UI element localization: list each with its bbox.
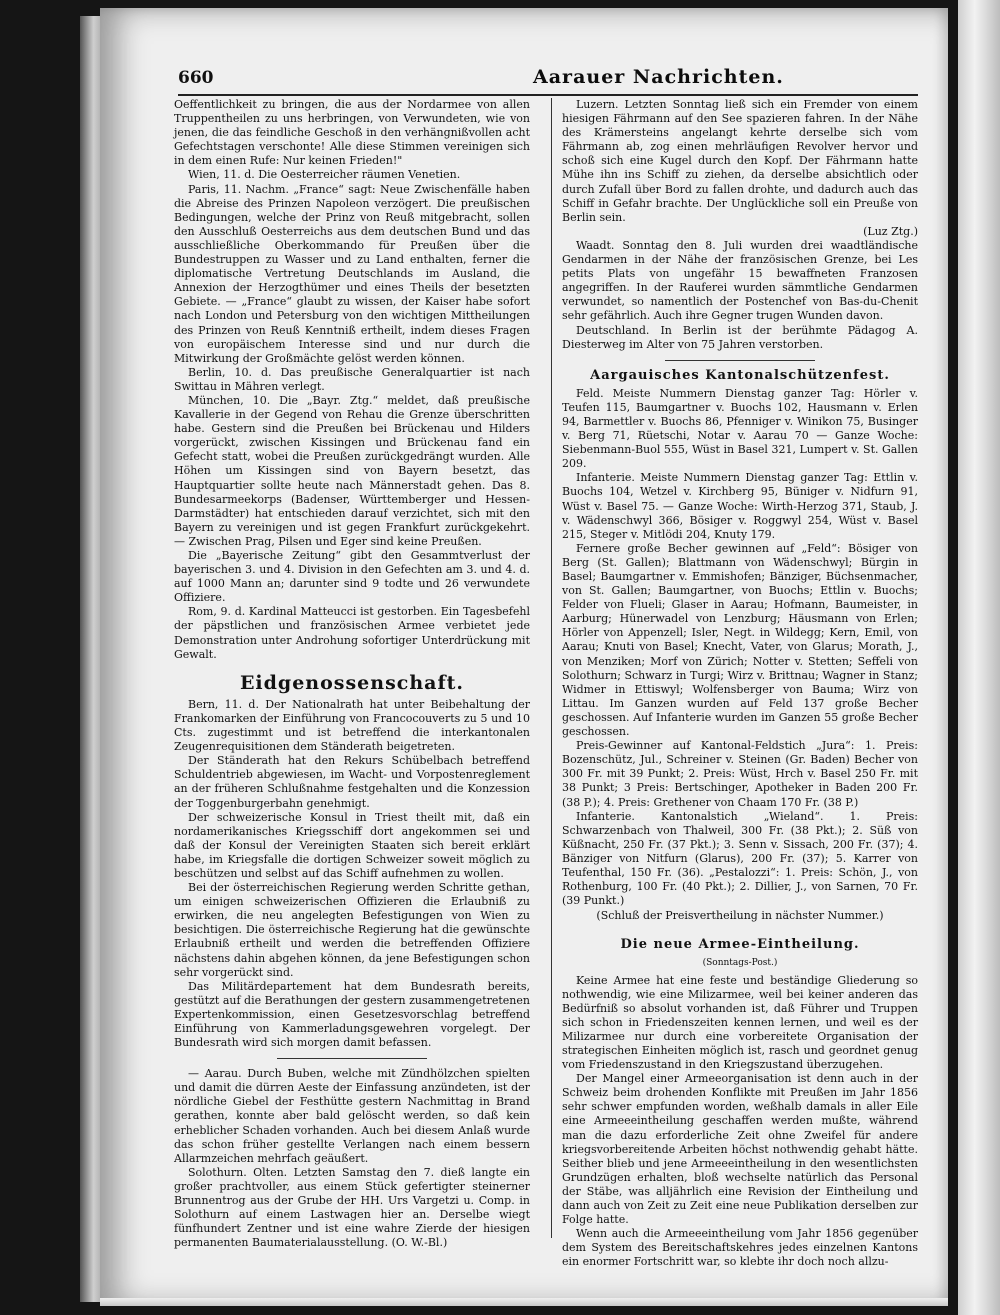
section-heading: Die neue Armee-Eintheilung. bbox=[620, 937, 860, 953]
article-paragraph: Oeffentlichkeit zu bringen, die aus der Nordarmee von allen Truppentheilen zu uns herbringen, von Verwundeten, wie von jenen, die das feindliche Geschoß in den verhängnißvollen acht Gefechtstagen verschonte! Alle diese Stimmen vereinigen sich in dem einen Rufe: Nur keinen Frieden!" bbox=[174, 98, 530, 168]
article-paragraph: Preis-Gewinner auf Kantonal-Feldstich „Jura“: 1. Preis: Bozenschütz, Jul., Schreiner v. Steinen (Gr. Baden) Becher von 300 Fr. mit 39 Punkt; 2. Preis: Wüst, Hrch v. Basel 250 Fr. mit 38 Punkt; 3 Preis: Bertschinger, Apotheker in Baden 200 Fr. (38 P.); 4. Preis: Grethener von Chaam 170 Fr. (38 P.) bbox=[562, 739, 918, 809]
article-paragraph: Wien, 11. d. Die Oesterreicher räumen Venetien. bbox=[188, 168, 461, 182]
article-paragraph: Rom, 9. d. Kardinal Matteucci ist gestorben. Ein Tagesbefehl der päpstlichen und französischen Armee verbietet jede Demonstration unter Androhung sofortiger Unterdrückung mit Gewalt. bbox=[174, 605, 530, 661]
article-paragraph: Der Mangel einer Armeeorganisation ist denn auch in der Schweiz beim drohenden Konflikte mit Preußen im Jahr 1856 sehr schwer empfunden worden, weßhalb damals in aller Eile eine Armeeeintheilung geschaffen werden mußte, während man die dazu erforderliche Zeit ohne Zweifel für andere kriegsvorbereitende Arbeiten höchst nothwendig gehabt hätte. Seither blieb und jene Armeeeintheilung in den wesentlichsten Grundzügen erhalten, bloß wechselte natürlich das Personal der Stäbe, was alljährlich eine Revision der Eintheilung und dann auch von Zeit zu Zeit eine neue Publikation derselben zur Folge hatte. bbox=[562, 1072, 918, 1227]
article-paragraph: Bern, 11. d. Der Nationalrath hat unter Beibehaltung der Frankomarken der Einführung von Francocouverts zu 5 und 10 Cts. zugestimmt und ist betreffend die interkantonalen Zeugenrequisitionen dem Ständerath beigetreten. bbox=[174, 697, 530, 754]
spacer bbox=[562, 924, 918, 930]
newspaper-page bbox=[100, 8, 948, 1306]
source-attribution: (Luz Ztg.) bbox=[863, 224, 918, 238]
section-divider bbox=[277, 1058, 427, 1059]
section-source: (Sonntags-Post.) bbox=[702, 958, 778, 969]
left-column bbox=[174, 98, 530, 1250]
article-paragraph: Wenn auch die Armeeeintheilung vom Jahr 1856 gegenüber dem System des Bereitschaftskehres jedes einzelnen Kantons ein enormer Fortschritt war, so klebte ihr doch noch allzu- bbox=[562, 1227, 918, 1269]
right-column bbox=[562, 98, 918, 1270]
page-number: 660 bbox=[178, 68, 214, 88]
article-paragraph: Paris, 11. Nachm. „France“ sagt: Neue Zwischenfälle haben die Abreise des Prinzen Napoleon verzögert. Die preußischen Bedingungen, welche der Prinz von Reuß mitgebracht, sollen den Ausschluß Oesterreichs aus dem deutschen Bund und das ausschließliche Oberkommando für Preußen über die Bundestruppen zu Wasser und zu Land enthalten, ferner die diplomatische Vertretung Deutschlands im Ausland, die Annexion der Herzogthümer und eines Theils der besetzten Gebiete. — „France“ glaubt zu wissen, der Kaiser habe sofort nach London und Petersburg von den wichtigen Mittheilungen des Prinzen von Reuß Kenntniß ertheilt, indem dieses Fragen von europäischem Interesse sind und nur durch die Mitwirkung der Großmächte gelöst werden können. bbox=[174, 182, 530, 365]
header-rule bbox=[178, 94, 918, 96]
article-paragraph: Luzern. Letzten Sonntag ließ sich ein Fremder von einem hiesigen Fährmann auf den See spazieren fahren. In der Nähe des Krämersteins angelangt kehrte derselbe sich vom Fährmann ab, zog einen mehrläufigen Revolver hervor und schoß sich eine Kugel durch den Kopf. Der Fährmann hatte Mühe ihn ins Schiff zu ziehen, da derselbe absichtlich oder durch Zufall über Bord zu fallen drohte, und dadurch auch das Schiff in Gefahr brachte. Der Unglückliche soll ein Preuße von Berlin sein. bbox=[562, 98, 918, 224]
next-page-edge bbox=[958, 0, 1000, 1315]
article-paragraph: Deutschland. In Berlin ist der berühmte Pädagog A. Diesterweg im Alter von 75 Jahren verstorben. bbox=[562, 323, 918, 351]
section-heading: Eidgenossenschaft. bbox=[239, 671, 465, 694]
column-separator bbox=[551, 98, 552, 1238]
article-paragraph: Waadt. Sonntag den 8. Juli wurden drei waadtländische Gendarmen in der Nähe der französischen Grenze, bei Les petits Plats von ungefähr 15 bewaffneten Franzosen angegriffen. In der Rauferei wurden sämmtliche Gendarmen verwundet, so namentlich der Postenchef von Bas-du-Chenit sehr gefährlich. Auch ihre Gegner trugen Wunden davon. bbox=[562, 238, 918, 323]
article-paragraph: Der Ständerath hat den Rekurs Schübelbach betreffend Schuldentrieb abgewiesen, im Wacht- und Vorpostenreglement an der früheren Schlußnahme festgehalten und die Konzession der Toggenburgerbahn genehmigt. bbox=[174, 754, 530, 810]
article-paragraph: Berlin, 10. d. Das preußische Generalquartier ist nach Swittau in Mähren verlegt. bbox=[174, 365, 530, 393]
article-paragraph: Die „Bayerische Zeitung“ gibt den Gesammtverlust der bayerischen 3. und 4. Division in den Gefechten am 3. und 4. d. auf 1000 Mann an; darunter sind 9 todte und 26 verwundete Offiziere. bbox=[174, 549, 530, 605]
article-paragraph: München, 10. Die „Bayr. Ztg.“ meldet, daß preußische Kavallerie in der Gegend von Rehau die Grenze überschritten habe. Gestern sind die Preußen bei Brückenau und Hilders vorgerückt, zwischen Kissingen und Brückenau fand ein Gefecht statt, wobei die Preußen zurückgedrängt wurden. Alle Höhen um Kissingen sind von Bayern besetzt, das Hauptquartier sollte heute nach Männerstadt gehen. Das 8. Bundesarmeekorps (Badenser, Württemberger und Hessen-Darmstädter) hat entschieden darauf verzichtet, sich mit den Bayern zu vereinigen und ist gegen Frankfurt zurückgekehrt. — Zwischen Prag, Pilsen und Eger sind keine Preußen. bbox=[174, 393, 530, 548]
page-header bbox=[178, 68, 918, 92]
page-bottom-edge bbox=[100, 1298, 948, 1306]
article-paragraph: Infanterie. Meiste Nummern Dienstag ganzer Tag: Ettlin v. Buochs 104, Wetzel v. Kirchberg 95, Büniger v. Nidfurn 91, Wüst v. Basel 75. — Ganze Woche: Wirth-Herzog 371, Staub, J. v. Wädenschwyl 366, Bösiger v. Roggwyl 254, Wüst v. Basel 215, Steger v. Mitlödi 204, Knuty 179. bbox=[562, 471, 918, 541]
article-paragraph: Das Militärdepartement hat dem Bundesrath bereits, gestützt auf die Berathungen der gestern zusammengetretenen Expertenkommission, einen Gesetzesvorschlag betreffend Einführung von Kammerladungsgewehren vorgelegt. Der Bundesrath wird sich morgen damit befassen. bbox=[174, 979, 530, 1050]
section-heading: Aargauisches Kantonalschützenfest. bbox=[590, 367, 890, 383]
article-paragraph: — Aarau. Durch Buben, welche mit Zündhölzchen spielten und damit die dürren Aeste der Einfassung anzündeten, ist der nördliche Giebel der Festhütte gestern Nachmittag in Brand gerathen, konnte aber bald gelöscht werden, so daß kein erheblicher Schaden vorhanden. Auch bei diesem Anlaß wurde das schon früher gestellte Verlangen nach einem bessern Allarmzeichen mehrfach geäußert. bbox=[174, 1067, 530, 1165]
article-paragraph: Bei der österreichischen Regierung werden Schritte gethan, um einigen schweizerischen Offizieren die Erlaubniß zu erwirken, die neu angelegten Befestigungen von Wien zu besichtigen. Die österreichische Regierung hat die gewünschte Erlaubniß ertheilt und werden die betreffenden Offiziere nächstens dahin abgehen können, da jene Befestigungen schon sehr vorgerückt sind. bbox=[174, 881, 530, 979]
article-paragraph: Solothurn. Olten. Letzten Samstag den 7. dieß langte ein großer prachtvoller, aus einem Stück gefertigter steinerner Brunnentrog aus der Grube der HH. Urs Vargetzi u. Comp. in Solothurn auf einem Lastwagen hier an. Derselbe wiegt fünfhundert Zentner und ist eine wahre Zierde der hiesigen permanenten Baumaterialausstellung. (O. W.-Bl.) bbox=[174, 1165, 530, 1250]
article-paragraph: Der schweizerische Konsul in Triest theilt mit, daß ein nordamerikanisches Kriegsschiff dort angekommen sei und daß der Konsul der Vereinigten Staaten sich bereit erklärt habe, im Kriegsfalle die dortigen Schweizer soweit möglich zu beschützen und selbst auf das Schiff aufnehmen zu wollen. bbox=[174, 810, 530, 880]
article-paragraph: Infanterie. Kantonalstich „Wieland“. 1. Preis: Schwarzenbach von Thalweil, 300 Fr. (38 Pkt.); 2. Süß von Küßnacht, 250 Fr. (37 Pkt.); 3. Senn v. Sissach, 200 Fr. (37); 4. Bänziger von Nitfurn (Glarus), 200 Fr. (37); 5. Karrer von Teufenthal, 150 Fr. (36). „Pestalozzi“: 1. Preis: Schön, J., von Rothenburg, 100 Fr. (40 Pkt.); 2. Dillier, J., von Sarnen, 70 Fr. (39 Punkt.) bbox=[562, 809, 918, 908]
article-paragraph: Feld. Meiste Nummern Dienstag ganzer Tag: Hörler v. Teufen 115, Baumgartner v. Buochs 102, Hausmann v. Erlen 94, Barmettler v. Buochs 86, Pfenniger v. Winikon 75, Businger v. Berg 71, Rüetschi, Notar v. Aarau 70 — Ganze Woche: Siebenmann-Buol 555, Wüst in Basel 321, Lumpert v. St. Gallen 209. bbox=[562, 386, 918, 471]
article-paragraph: Fernere große Becher gewinnen auf „Feld“: Bösiger von Berg (St. Gallen); Blattmann von Wädenschwyl; Bürgin in Basel; Baumgartner v. Emmishofen; Bänziger, Büchsenmacher, von St. Gallen; Baumgartner, von Buochs; Ettlin v. Buochs; Felder von Flueli; Glaser in Aarau; Hofmann, Baumeister, in Aarburg; Hünerwadel von Lenzburg; Häusmann von Erlen; Hörler von Appenzell; Isler, Negt. in Wildegg; Kern, Emil, von Aarau; Knuti von Basel; Knecht, Vater, von Glarus; Morath, J., von Menziken; Morf von Zürich; Notter v. Stetten; Seffeli von Solothurn; Schwarz in Turgi; Wirz v. Brittnau; Wagner in Stanz; Widmer in Ettiswyl; Wolfensberger von Bauma; Wirz von Littau. Im Ganzen wurden auf Feld 137 große Becher geschossen. Auf Infanterie wurden im Ganzen 55 große Becher geschossen. bbox=[562, 541, 918, 739]
article-paragraph: Keine Armee hat eine feste und beständige Gliederung so nothwendig, wie eine Milizarmee, weil bei keiner anderen das Bedürfniß so absolut vorhanden ist, daß Führer und Truppen sich schon in Friedenszeiten kennen lernen, und weil es der Milizarmee nur durch eine vorbereitete Organisation der strategischen Einheiten möglich ist, rasch und geordnet genug vom Friedenszustand in den Kriegszustand überzugehen. bbox=[562, 973, 918, 1072]
section-divider bbox=[665, 360, 815, 361]
masthead: Aarauer Nachrichten. bbox=[533, 66, 784, 88]
continuation-note: (Schluß der Preisvertheilung in nächster Nummer.) bbox=[596, 909, 884, 923]
